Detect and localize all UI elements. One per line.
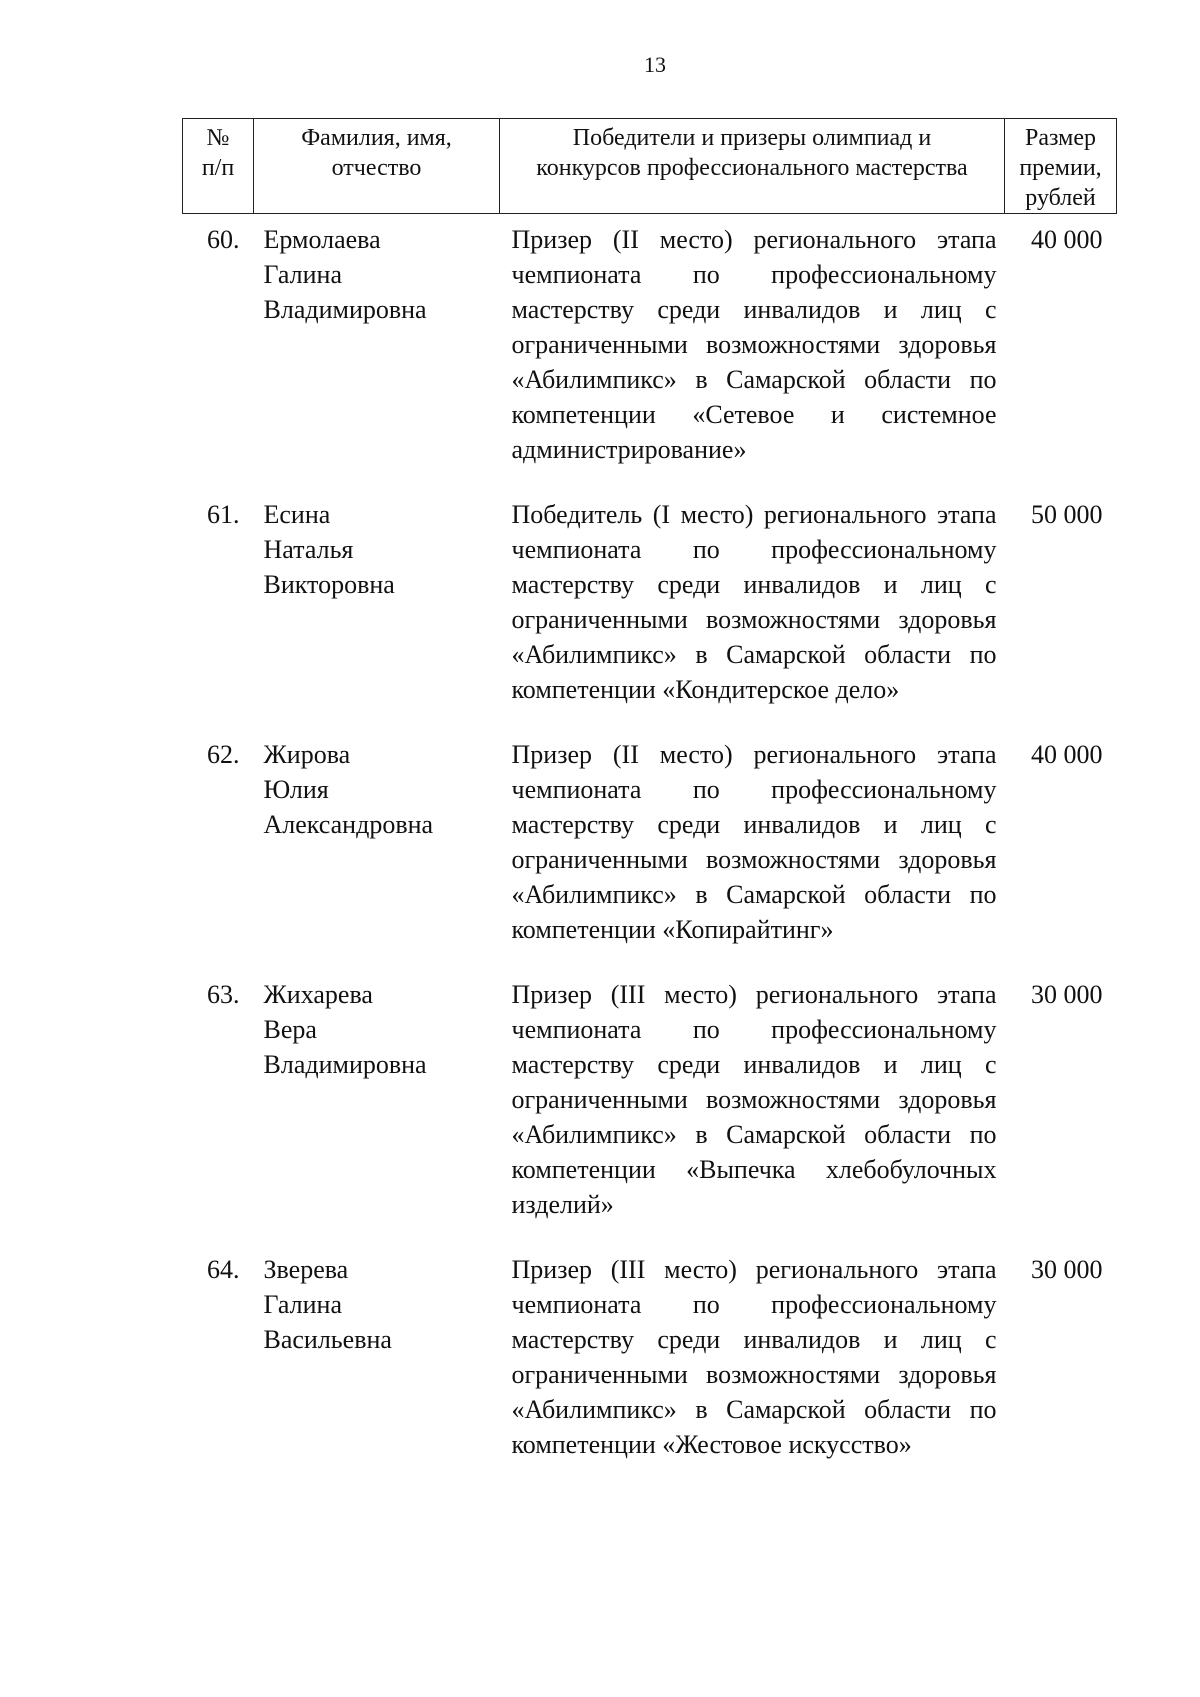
table-row <box>183 497 1117 737</box>
header-achievement-line: Победители и призеры олимпиад и <box>572 125 932 151</box>
row-achievement: Призер (III место) регионального этапа чемпионата по профессиональному мастерству среди инвалидов и лиц с ограниченными возможностями здоровья «Абилимпикс» в Самарской области по компетенции «Выпечка хлебобулочных изделий» <box>511 980 997 1219</box>
header-prize-amount-line: Размер <box>1025 125 1096 151</box>
row-prize-amount: 40 000 <box>1031 740 1103 769</box>
row-full-name: Зверева Галина Васильевна <box>263 1255 392 1354</box>
header-prize-amount-line: премии, <box>1019 155 1102 181</box>
row-achievement: Победитель (I место) регионального этапа чемпионата по профессиональному мастерству среди инвалидов и лиц с ограниченными возможностями здоровья «Абилимпикс» в Самарской области по компетенции «Кондитерское дело» <box>511 500 997 704</box>
row-full-name: Есина Наталья Викторовна <box>263 500 395 599</box>
table-row <box>183 977 1117 1252</box>
page-number: 13 <box>644 52 666 77</box>
row-full-name: Жирова Юлия Александровна <box>263 740 434 839</box>
row-number: 64. <box>207 1255 240 1284</box>
row-prize-amount: 30 000 <box>1031 980 1103 1009</box>
awards-table <box>182 118 1117 1492</box>
row-prize-amount: 30 000 <box>1031 1255 1103 1284</box>
row-achievement: Призер (II место) регионального этапа чемпионата по профессиональному мастерству среди инвалидов и лиц с ограниченными возможностями здоровья «Абилимпикс» в Самарской области по компетенции «Сетевое и системное администрирование» <box>511 225 997 464</box>
row-prize-amount: 50 000 <box>1031 500 1103 529</box>
row-prize-amount: 40 000 <box>1031 225 1103 254</box>
table-row <box>183 737 1117 977</box>
header-full-name-line: отчество <box>331 155 422 181</box>
header-achievement <box>500 119 1005 214</box>
header-prize-amount <box>1005 119 1117 214</box>
header-full-name-line: Фамилия, имя, <box>301 125 452 151</box>
header-achievement-line: конкурсов профессионального мастерства <box>536 155 968 181</box>
row-number: 62. <box>207 740 240 769</box>
row-number: 61. <box>207 500 240 529</box>
row-number: 63. <box>207 980 240 1009</box>
row-full-name: Ермолаева Галина Владимировна <box>263 225 427 324</box>
row-full-name: Жихарева Вера Владимировна <box>263 980 427 1079</box>
table-row <box>183 1252 1117 1492</box>
header-full-name <box>254 119 500 214</box>
header-prize-amount-line: рублей <box>1025 185 1096 211</box>
table-body <box>183 214 1117 1493</box>
row-number: 60. <box>207 225 240 254</box>
table-header <box>183 119 1117 214</box>
header-number <box>183 119 254 214</box>
header-number-line: № <box>206 125 230 151</box>
row-achievement: Призер (III место) регионального этапа чемпионата по профессиональному мастерству среди инвалидов и лиц с ограниченными возможностями здоровья «Абилимпикс» в Самарской области по компетенции «Жестовое искусство» <box>511 1255 997 1459</box>
header-number-line: п/п <box>201 155 235 181</box>
table-row <box>183 214 1117 498</box>
row-achievement: Призер (II место) регионального этапа чемпионата по профессиональному мастерству среди инвалидов и лиц с ограниченными возможностями здоровья «Абилимпикс» в Самарской области по компетенции «Копирайтинг» <box>511 740 997 944</box>
